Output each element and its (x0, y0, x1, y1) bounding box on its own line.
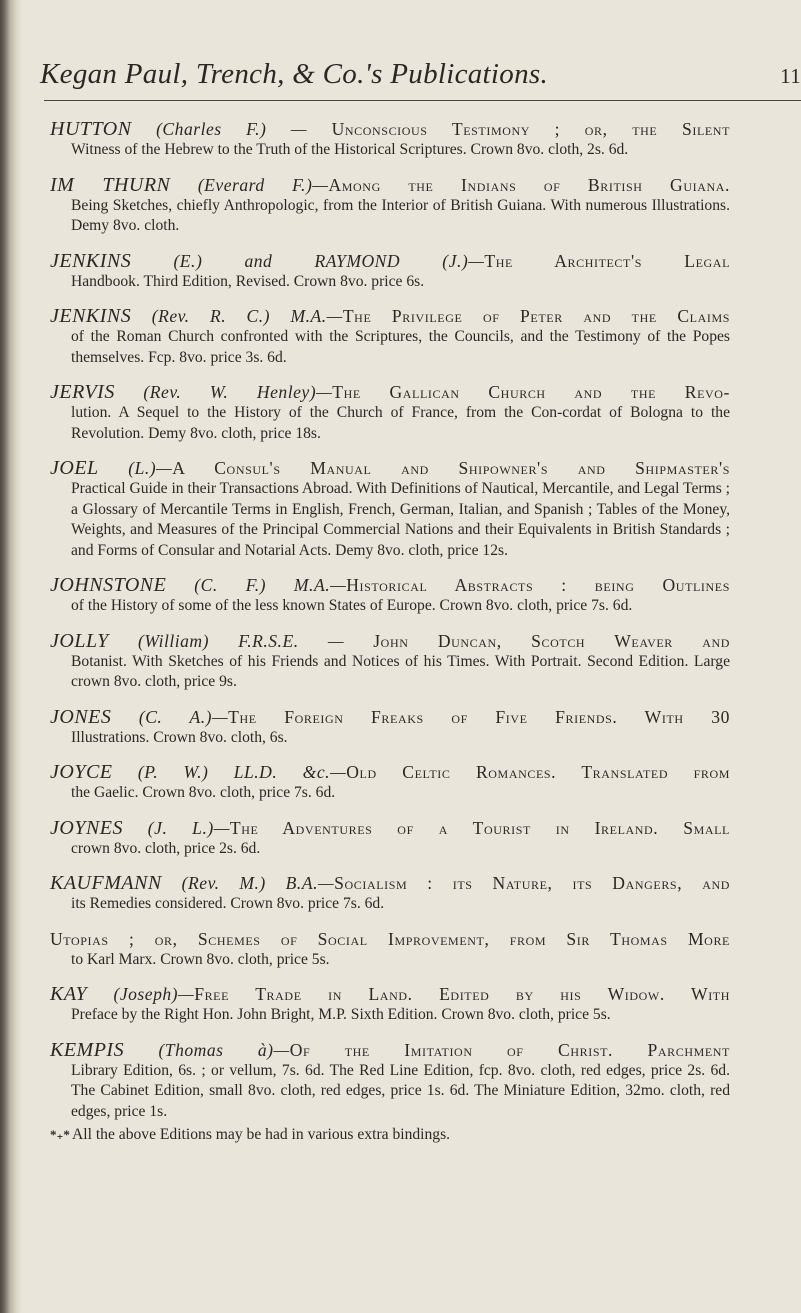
catalogue-entry (50, 928, 730, 971)
entry-title: The Privilege of Peter and the Claims (342, 306, 731, 326)
entry-qualifier: (William) F.R.S.E. — (108, 630, 374, 651)
catalogue-entry (50, 250, 730, 293)
entry-author: JONES (50, 705, 112, 728)
catalogue-entry (50, 174, 730, 237)
entry-author: JENKINS (50, 249, 132, 272)
entry-author: JOLLY (50, 629, 109, 652)
header-title: Kegan Paul, Trench, & Co.'s Publications. (40, 58, 549, 90)
entry-qualifier: (J. L.)— (123, 817, 230, 838)
entry-qualifier: (L.)— (98, 458, 173, 478)
binding-gutter (0, 0, 22, 1313)
catalogue-entry (50, 305, 730, 368)
entry-qualifier: (Rev. M.) B.A.— (161, 873, 335, 893)
entry-qualifier: (Rev. W. Henley)— (114, 382, 333, 402)
catalogue-list (50, 118, 730, 1146)
entry-qualifier: (Joseph)— (87, 984, 195, 1004)
entry-details: its Remedies considered. Crown 8vo. price 7s. 6d. (71, 895, 385, 912)
catalogue-entry (50, 381, 730, 444)
entry-details: Practical Guide in their Transactions Abroad. With Definitions of Nautical, Mercantile, and Legal Terms ; a Glossary of Mercantile Terms in English, French, German, Italian, and Spanish ; Tables of the Money, Weights, and Measures of the Principal Commercial Nations and their Equivalents in British Standards ; and Forms of Consular and Notarial Acts. Demy 8vo. cloth, price 12s. (71, 480, 730, 559)
header-rule (44, 100, 801, 101)
catalogue-entry (50, 118, 730, 161)
catalogue-entry (50, 630, 730, 693)
running-header (40, 58, 801, 91)
entry-title: Utopias ; or, Schemes of Social Improvement, from Sir Thomas More (50, 928, 730, 949)
catalogue-entry (50, 706, 730, 749)
entry-title: Of the Imitation of Christ. Parchment (289, 1039, 730, 1060)
entry-author: JENKINS (50, 305, 132, 327)
entry-details: to Karl Marx. Crown 8vo. cloth, price 5s. (71, 950, 330, 968)
entry-title: The Foreign Freaks of Five Friends. With 30 (228, 706, 730, 727)
entry-author: KEMPIS (50, 1038, 125, 1061)
entry-title: Among the Indians of British Guiana. (328, 174, 730, 195)
entry-details: of the History of some of the less known States of Europe. Crown 8vo. cloth, price 7s. 6d. (71, 597, 633, 614)
entry-title: Old Celtic Romances. Translated from (346, 762, 730, 782)
entry-details: crown 8vo. cloth, price 2s. 6d. (71, 839, 261, 857)
entry-details: the Gaelic. Crown 8vo. cloth, price 7s. 6d. (71, 784, 336, 801)
entry-author: IM THURN (50, 173, 171, 196)
entry-details: Handbook. Third Edition, Revised. Crown 8vo. price 6s. (71, 272, 425, 290)
entry-title: John Duncan, Scotch Weaver and (373, 630, 731, 651)
entry-qualifier: (C. A.)— (111, 706, 229, 727)
entry-title: The Adventures of a Tourist in Ireland. Small (229, 817, 730, 838)
entry-author: HUTTON (50, 118, 132, 140)
catalogue-entry (50, 872, 730, 915)
catalogue-entry (50, 574, 730, 617)
entry-author: JOYNES (50, 816, 123, 839)
entry-title: The Gallican Church and the Revo- (332, 382, 730, 402)
entry-details: Botanist. With Sketches of his Friends and Notices of his Times. With Portrait. Second Edition. Large crown 8vo. cloth, price 9s. (71, 652, 730, 690)
entry-qualifier: (Rev. R. C.) M.A.— (131, 306, 343, 326)
entry-title: A Consul's Manual and Shipowner's and Shipmaster's (172, 458, 730, 478)
bindings-note (50, 1125, 730, 1146)
entry-qualifier: (Charles F.) — (131, 119, 332, 139)
entry-details: of the Roman Church confronted with the Scriptures, the Councils, and the Testimony of the Popes themselves. Fcp. 8vo. price 3s. 6d. (71, 328, 730, 366)
entry-title: Unconscious Testimony ; or, the Silent (331, 119, 731, 139)
entry-details: Illustrations. Crown 8vo. cloth, 6s. (71, 728, 288, 746)
entry-author: KAY (50, 983, 88, 1005)
catalogue-entry (50, 983, 730, 1026)
entry-qualifier: (Thomas à)— (124, 1039, 290, 1060)
entry-qualifier: (P. W.) LL.D. &c.— (112, 762, 347, 782)
entry-details: Library Edition, 6s. ; or vellum, 7s. 6d. The Red Line Edition, fcp. 8vo. cloth, red edges, price 2s. 6d. The Cabinet Edition, small 8vo. cloth, red edges, price 1s. 6d. The Miniature Edition, 32mo. cloth, red edges, price 1s. (71, 1061, 730, 1120)
entry-title: The Architect's Legal (484, 250, 731, 271)
entry-details: Preface by the Right Hon. John Bright, M.P. Sixth Edition. Crown 8vo. cloth, price 5s. (71, 1006, 611, 1023)
catalogue-entry (50, 1039, 730, 1123)
catalogue-entry (50, 817, 730, 860)
catalogue-entry (50, 457, 730, 561)
bindings-note-text: All the above Editions may be had in various extra bindings. (72, 1126, 451, 1143)
asterism-mark: *₊* (50, 1127, 70, 1142)
catalogue-entry (50, 761, 730, 804)
entry-qualifier: (C. F.) M.A.— (166, 575, 347, 595)
entry-title: Socialism : its Nature, its Dangers, and (334, 873, 730, 893)
entry-qualifier: (E.) and RAYMOND (J.)— (131, 250, 485, 271)
entry-author: JERVIS (50, 381, 115, 403)
page-number: 11 (780, 64, 801, 88)
entry-title: Free Trade in Land. Edited by his Widow. With (194, 984, 730, 1004)
entry-details: Being Sketches, chiefly Anthropologic, from the Interior of British Guiana. With numerous Illustrations. Demy 8vo. cloth. (71, 196, 730, 234)
entry-qualifier: (Everard F.)— (170, 174, 329, 195)
entry-author: JOEL (50, 457, 99, 479)
entry-author: JOHNSTONE (50, 574, 167, 596)
entry-title: Historical Abstracts : being Outlines (346, 575, 730, 595)
entry-details: Witness of the Hebrew to the Truth of the Historical Scriptures. Crown 8vo. cloth, 2s. 6d. (71, 141, 629, 158)
entry-author: KAUFMANN (50, 872, 162, 894)
entry-author: JOYCE (50, 761, 113, 783)
entry-details: lution. A Sequel to the History of the Church of France, from the Con-cordat of Bologna to the Revolution. Demy 8vo. cloth, price 18s. (71, 404, 730, 442)
